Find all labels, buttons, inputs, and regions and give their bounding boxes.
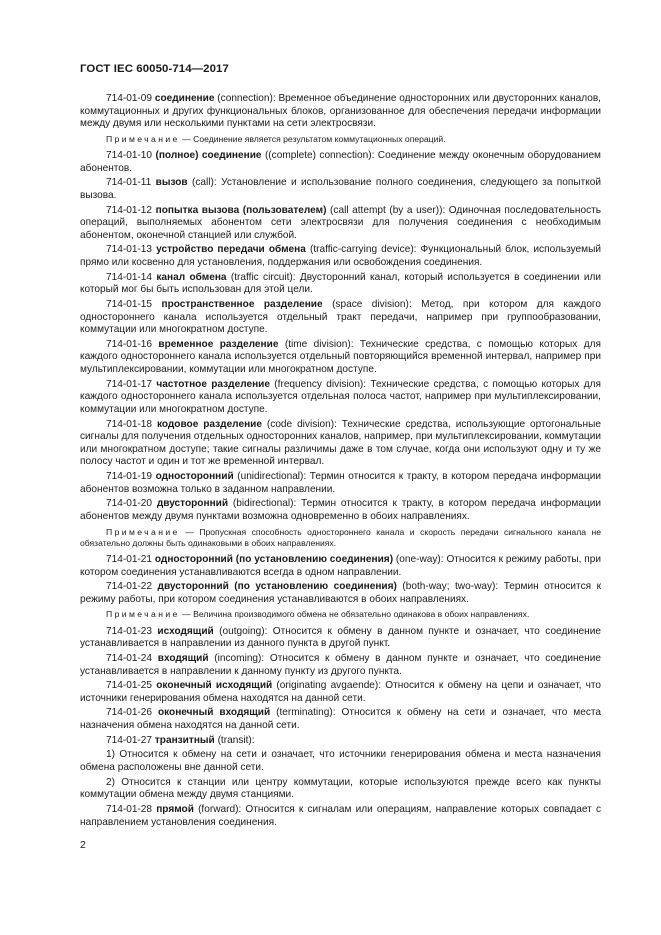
- entry-number: 714-01-26: [106, 707, 153, 719]
- entry-number: 714-01-21: [106, 553, 153, 565]
- entry-term: вызов: [155, 177, 188, 189]
- entry-number: 714-01-17: [106, 378, 153, 390]
- entry-number: 714-01-15: [106, 298, 153, 310]
- entry-term: прямой: [156, 804, 194, 815]
- entry-term: канал обмена: [156, 271, 227, 283]
- entry-definition: (both-way; two-way): Термин относится к режиму работы, при котором соединения устанавливаются в обоих направлениях.: [80, 581, 601, 605]
- entry-definition: (traffic-carrying device): Функциональный блок, используемый прямо или косвенно для установления, поддержания или освобождения соединения.: [80, 244, 601, 269]
- term-entry: [80, 554, 601, 579]
- term-entry: [80, 626, 601, 651]
- sub-item-paragraph: 2) Относится к станции или центру коммутации, которые используются прежде всего как пункты коммутации обмена между двумя станциями.: [80, 776, 601, 801]
- term-entry: [80, 244, 601, 269]
- entry-term: оконечный входящий: [157, 707, 271, 719]
- entry-definition: (space division): Метод, при котором для каждого одностороннего канала используется отдельный тракт передачи, например при группообразовании, коммутации или многократном доступе.: [80, 298, 602, 336]
- entry-term: входящий: [157, 652, 209, 664]
- sub-item-paragraph: 1) Относится к обмену на сети и означает, что источники генерирования обмена и места назначения обмена расположены вне данной сети.: [80, 749, 601, 774]
- entry-definition: (transit):: [214, 734, 255, 746]
- standard-header: ГОСТ IEC 60050-714—2017: [80, 63, 229, 75]
- term-entry: [80, 804, 601, 829]
- entry-number: 714-01-16: [106, 338, 153, 350]
- entry-definition: (call attempt (by a user)): Одиночная последовательность операций, выполняемых абонентом сети электросвязи для получения соединения с необходимым абонентом, оконечной станцией или службой.: [80, 204, 601, 241]
- entry-term: транзитный: [154, 734, 215, 746]
- document-body: [80, 93, 601, 831]
- entry-term: оконечный исходящий: [156, 680, 273, 692]
- entry-term: частотное разделение: [156, 378, 270, 390]
- entry-number: 714-01-28: [106, 804, 153, 815]
- entry-term: кодовое разделение: [156, 418, 262, 430]
- term-entry: [80, 419, 601, 469]
- entry-definition: (bidirectional): Термин относится к тракту, в котором передача информации абонентов между двумя пунктами возможна одновременно в обоих направлениях.: [80, 498, 601, 522]
- entry-definition: (forward): Относится к сигналам или операциям, направление которых совпадает с направлением установления соединения.: [80, 804, 601, 828]
- entry-term: односторонний: [155, 471, 234, 483]
- note-label: Примечание: [106, 609, 180, 620]
- entry-definition: (terminating): Относится к обмену на сети и означает, что места назначения обмена находятся на данной сети.: [80, 707, 601, 732]
- term-entry: [80, 339, 601, 377]
- entry-number: 714-01-09: [106, 93, 153, 104]
- entry-definition: (time division): Технические средства, с помощью которых для каждого одностороннего канала используется отдельный повторяющийся временной интервал, например при мультиплексировании, коммутации или многократном доступе.: [80, 338, 601, 376]
- term-entry: [80, 653, 601, 678]
- note-text: — Соединение является результатом коммутационных операций.: [179, 133, 446, 144]
- entry-term: устройство передачи обмена: [156, 244, 306, 256]
- entry-term: временное разделение: [158, 338, 279, 350]
- term-entry: [80, 581, 601, 606]
- entry-term: соединение: [154, 93, 215, 104]
- entry-number: 714-01-25: [106, 680, 153, 692]
- entry-number: 714-01-20: [106, 498, 153, 510]
- entry-definition: (originating avgaende): Относится к обмену на цепи и означает, что источники генерирования обмена находятся на данной сети.: [80, 680, 601, 704]
- term-entry: [80, 177, 601, 202]
- term-entry: [80, 150, 601, 175]
- term-entry: [80, 680, 601, 705]
- entry-number: 714-01-22: [106, 581, 153, 593]
- term-entry: [80, 379, 601, 417]
- entry-number: 714-01-27: [106, 734, 153, 746]
- note-text: — Величина производимого обмена не обязательно одинакова в обоих направлениях.: [179, 609, 530, 620]
- note-paragraph: [80, 609, 601, 620]
- entry-definition: ((complete) connection): Соединение между оконечным оборудованием абонентов.: [80, 149, 601, 174]
- term-entry: [80, 205, 601, 243]
- entry-term: (полное) соединение: [155, 149, 262, 161]
- entry-number: 714-01-13: [106, 244, 153, 256]
- entry-term: двусторонний: [156, 498, 229, 510]
- entry-term: двусторонний (по установлению соединения): [157, 581, 397, 593]
- term-entry: [80, 272, 601, 297]
- entry-term: односторонний (по установлению соединения): [154, 553, 394, 565]
- entry-number: 714-01-11: [106, 177, 152, 189]
- term-entry: [80, 299, 601, 337]
- note-text: — Пропускная способность одностороннего канала и скорость передачи сигнального канала не обязательно должны быть одинаковыми в обоих направлениях.: [80, 526, 601, 548]
- entry-definition: (call): Установление и использование полного соединения, следующего за попыткой вызова.: [80, 177, 601, 201]
- entry-definition: (incoming): Относится к обмену в данном пункте и означает, что соединение устанавливается в направлении к данному пункту из другого пункта.: [80, 652, 601, 677]
- term-entry: [80, 471, 601, 496]
- entry-definition: (traffic circuit): Двусторонний канал, который используется в соединении или который мог бы быть использован для этой цели.: [80, 271, 601, 296]
- entry-number: 714-01-18: [106, 418, 153, 430]
- note-label: Примечание: [106, 133, 180, 144]
- note-label: Примечание: [106, 526, 180, 537]
- page-number: 2: [80, 839, 86, 851]
- entry-definition: (outgoing): Относится к обмену в данном пункте и означает, что соединение устанавливается в направлении из данного пункта в другой пункт.: [80, 625, 601, 650]
- entry-number: 714-01-10: [106, 149, 153, 161]
- entry-definition: (one-way): Относится к режиму работы, при котором соединения устанавливаются всегда в одном направлении.: [80, 553, 601, 578]
- entry-number: 714-01-14: [106, 271, 153, 283]
- entry-number: 714-01-24: [106, 652, 153, 664]
- entry-term: попытка вызова (пользователем): [155, 204, 327, 216]
- entry-definition: (unidirectional): Термин относится к тракту, в котором передача информации абонентов возможна только в заданном направлении.: [80, 471, 601, 495]
- entry-definition: (code division): Технические средства, использующие ортогональные сигналы для получения отдельных односторонних каналов, например, при мультиплексировании, коммутации или многократном доступе; такие сигналы различимы даже в том случае, когда они используют одну и ту же полосу частот и один и тот же временной интервал.: [80, 418, 602, 468]
- entry-number: 714-01-12: [106, 204, 153, 216]
- note-paragraph: [80, 527, 601, 549]
- entry-term: исходящий: [157, 625, 214, 637]
- entry-number: 714-01-19: [106, 471, 153, 483]
- entry-term: пространственное разделение: [161, 298, 323, 310]
- term-entry: [80, 735, 601, 748]
- entry-number: 714-01-23: [106, 625, 153, 637]
- term-entry: [80, 93, 601, 131]
- term-entry: [80, 707, 601, 732]
- entry-definition: (frequency division): Технические средства, с помощью которых для каждого одностороннего канала используется отдельная полоса частот, например при мультиплексировании, коммутации или многократном доступе.: [80, 378, 601, 415]
- note-paragraph: [80, 134, 601, 145]
- term-entry: [80, 498, 601, 523]
- entry-definition: (connection): Временное объединение односторонних или двусторонних каналов, коммутационных и других функциональных блоков, организованное для обеспечения передачи информации между двумя или несколькими пунктами на сети электросвязи.: [80, 93, 601, 130]
